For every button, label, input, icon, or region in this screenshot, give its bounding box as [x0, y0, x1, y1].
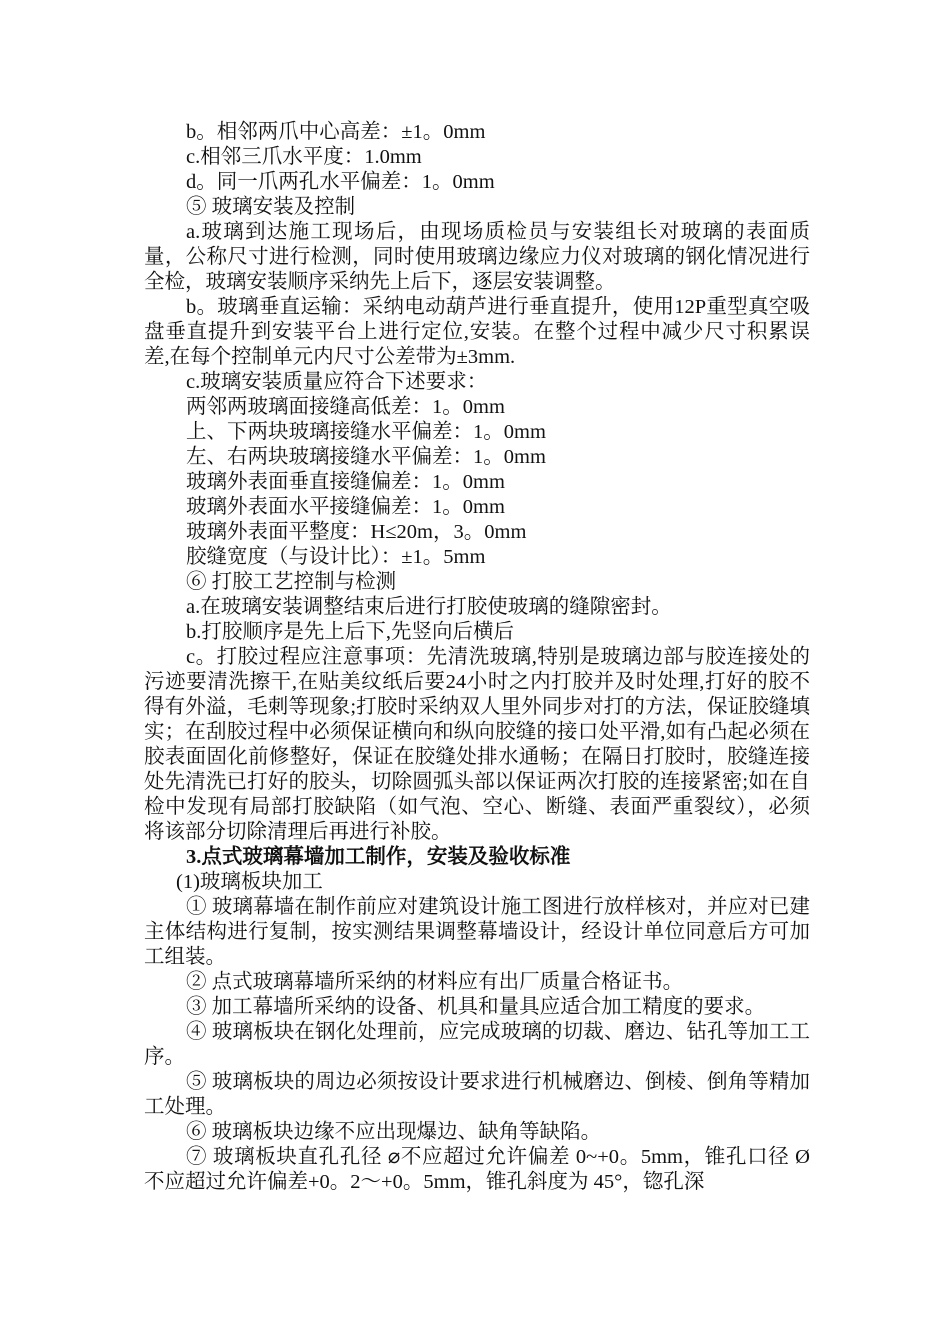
paragraph: (1)玻璃板块加工 [176, 871, 323, 893]
section-heading: 3.点式玻璃幕墙加工制作，安装及验收标准 [186, 846, 571, 868]
paragraph: 玻璃外表面水平接缝偏差：1。0mm [186, 496, 505, 518]
paragraph: b。玻璃垂直运输：采纳电动葫芦进行垂直提升，使用12P重型真空吸盘垂直提升到安装平台上进行定位,安装。在整个过程中减少尺寸积累误差,在每个控制单元内尺寸公差带为±3mm. [144, 296, 810, 368]
paragraph: ⑥ 玻璃板块边缘不应出现爆边、缺角等缺陷。 [186, 1121, 602, 1143]
paragraph: ⑤ 玻璃安装及控制 [186, 196, 356, 218]
paragraph: 上、下两块玻璃接缝水平偏差：1。0mm [186, 421, 546, 443]
paragraph: a.玻璃到达施工现场后，由现场质检员与安装组长对玻璃的表面质量，公称尺寸进行检测，同时使用玻璃边缘应力仪对玻璃的钢化情况进行全检，玻璃安装顺序采纳先上后下，逐层安装调整。 [144, 221, 810, 293]
paragraph: b.打胶顺序是先上后下,先竖向后横后 [186, 621, 514, 643]
paragraph: ⑥ 打胶工艺控制与检测 [186, 571, 397, 593]
paragraph: c.相邻三爪水平度：1.0mm [186, 146, 422, 168]
paragraph: ⑦ 玻璃板块直孔孔径 ⌀不应超过允许偏差 0~+0。5mm，锥孔口径 Ø不应超过允许偏差+0。2～+0。5mm，锥孔斜度为 45°，锪孔深 [144, 1146, 810, 1193]
paragraph: ① 玻璃幕墙在制作前应对建筑设计施工图进行放样核对，并应对已建主体结构进行复制，按实测结果调整幕墙设计，经设计单位同意后方可加工组装。 [144, 896, 810, 968]
paragraph: 玻璃外表面平整度：H≤20m，3。0mm [186, 521, 527, 543]
paragraph: ③ 加工幕墙所采纳的设备、机具和量具应适合加工精度的要求。 [186, 996, 766, 1018]
paragraph: 两邻两玻璃面接缝高低差：1。0mm [186, 396, 505, 418]
paragraph: 玻璃外表面垂直接缝偏差：1。0mm [186, 471, 505, 493]
paragraph: ④ 玻璃板块在钢化处理前，应完成玻璃的切裁、磨边、钻孔等加工工序。 [144, 1021, 810, 1068]
paragraph: b。相邻两爪中心高差：±1。0mm [186, 121, 486, 143]
document-body [144, 120, 810, 1195]
paragraph: ② 点式玻璃幕墙所采纳的材料应有出厂质量合格证书。 [186, 971, 684, 993]
paragraph: d。同一爪两孔水平偏差：1。0mm [186, 171, 495, 193]
paragraph: c.玻璃安装质量应符合下述要求： [186, 371, 488, 393]
paragraph: 胶缝宽度（与设计比）：±1。5mm [186, 546, 486, 568]
paragraph: c。打胶过程应注意事项：先清洗玻璃,特别是玻璃边部与胶连接处的污迹要清洗擦干,在贴美纹纸后要24小时之内打胶并及时处理,打好的胶不得有外溢，毛刺等现象;打胶时采纳双人里外同步对打的方法，保证胶缝填实；在刮胶过程中必须保证横向和纵向胶缝的接口处平滑,如有凸起必须在胶表面固化前修整好，保证在胶缝处排水通畅；在隔日打胶时，胶缝连接处先清洗已打好的胶头，切除圆弧头部以保证两次打胶的连接紧密;如在自检中发现有局部打胶缺陷（如气泡、空心、断缝、表面严重裂纹），必须将该部分切除清理后再进行补胶。 [144, 646, 810, 843]
paragraph: a.在玻璃安装调整结束后进行打胶使玻璃的缝隙密封。 [186, 596, 672, 618]
paragraph: 左、右两块玻璃接缝水平偏差：1。0mm [186, 446, 546, 468]
paragraph: ⑤ 玻璃板块的周边必须按设计要求进行机械磨边、倒棱、倒角等精加工处理。 [144, 1071, 810, 1118]
